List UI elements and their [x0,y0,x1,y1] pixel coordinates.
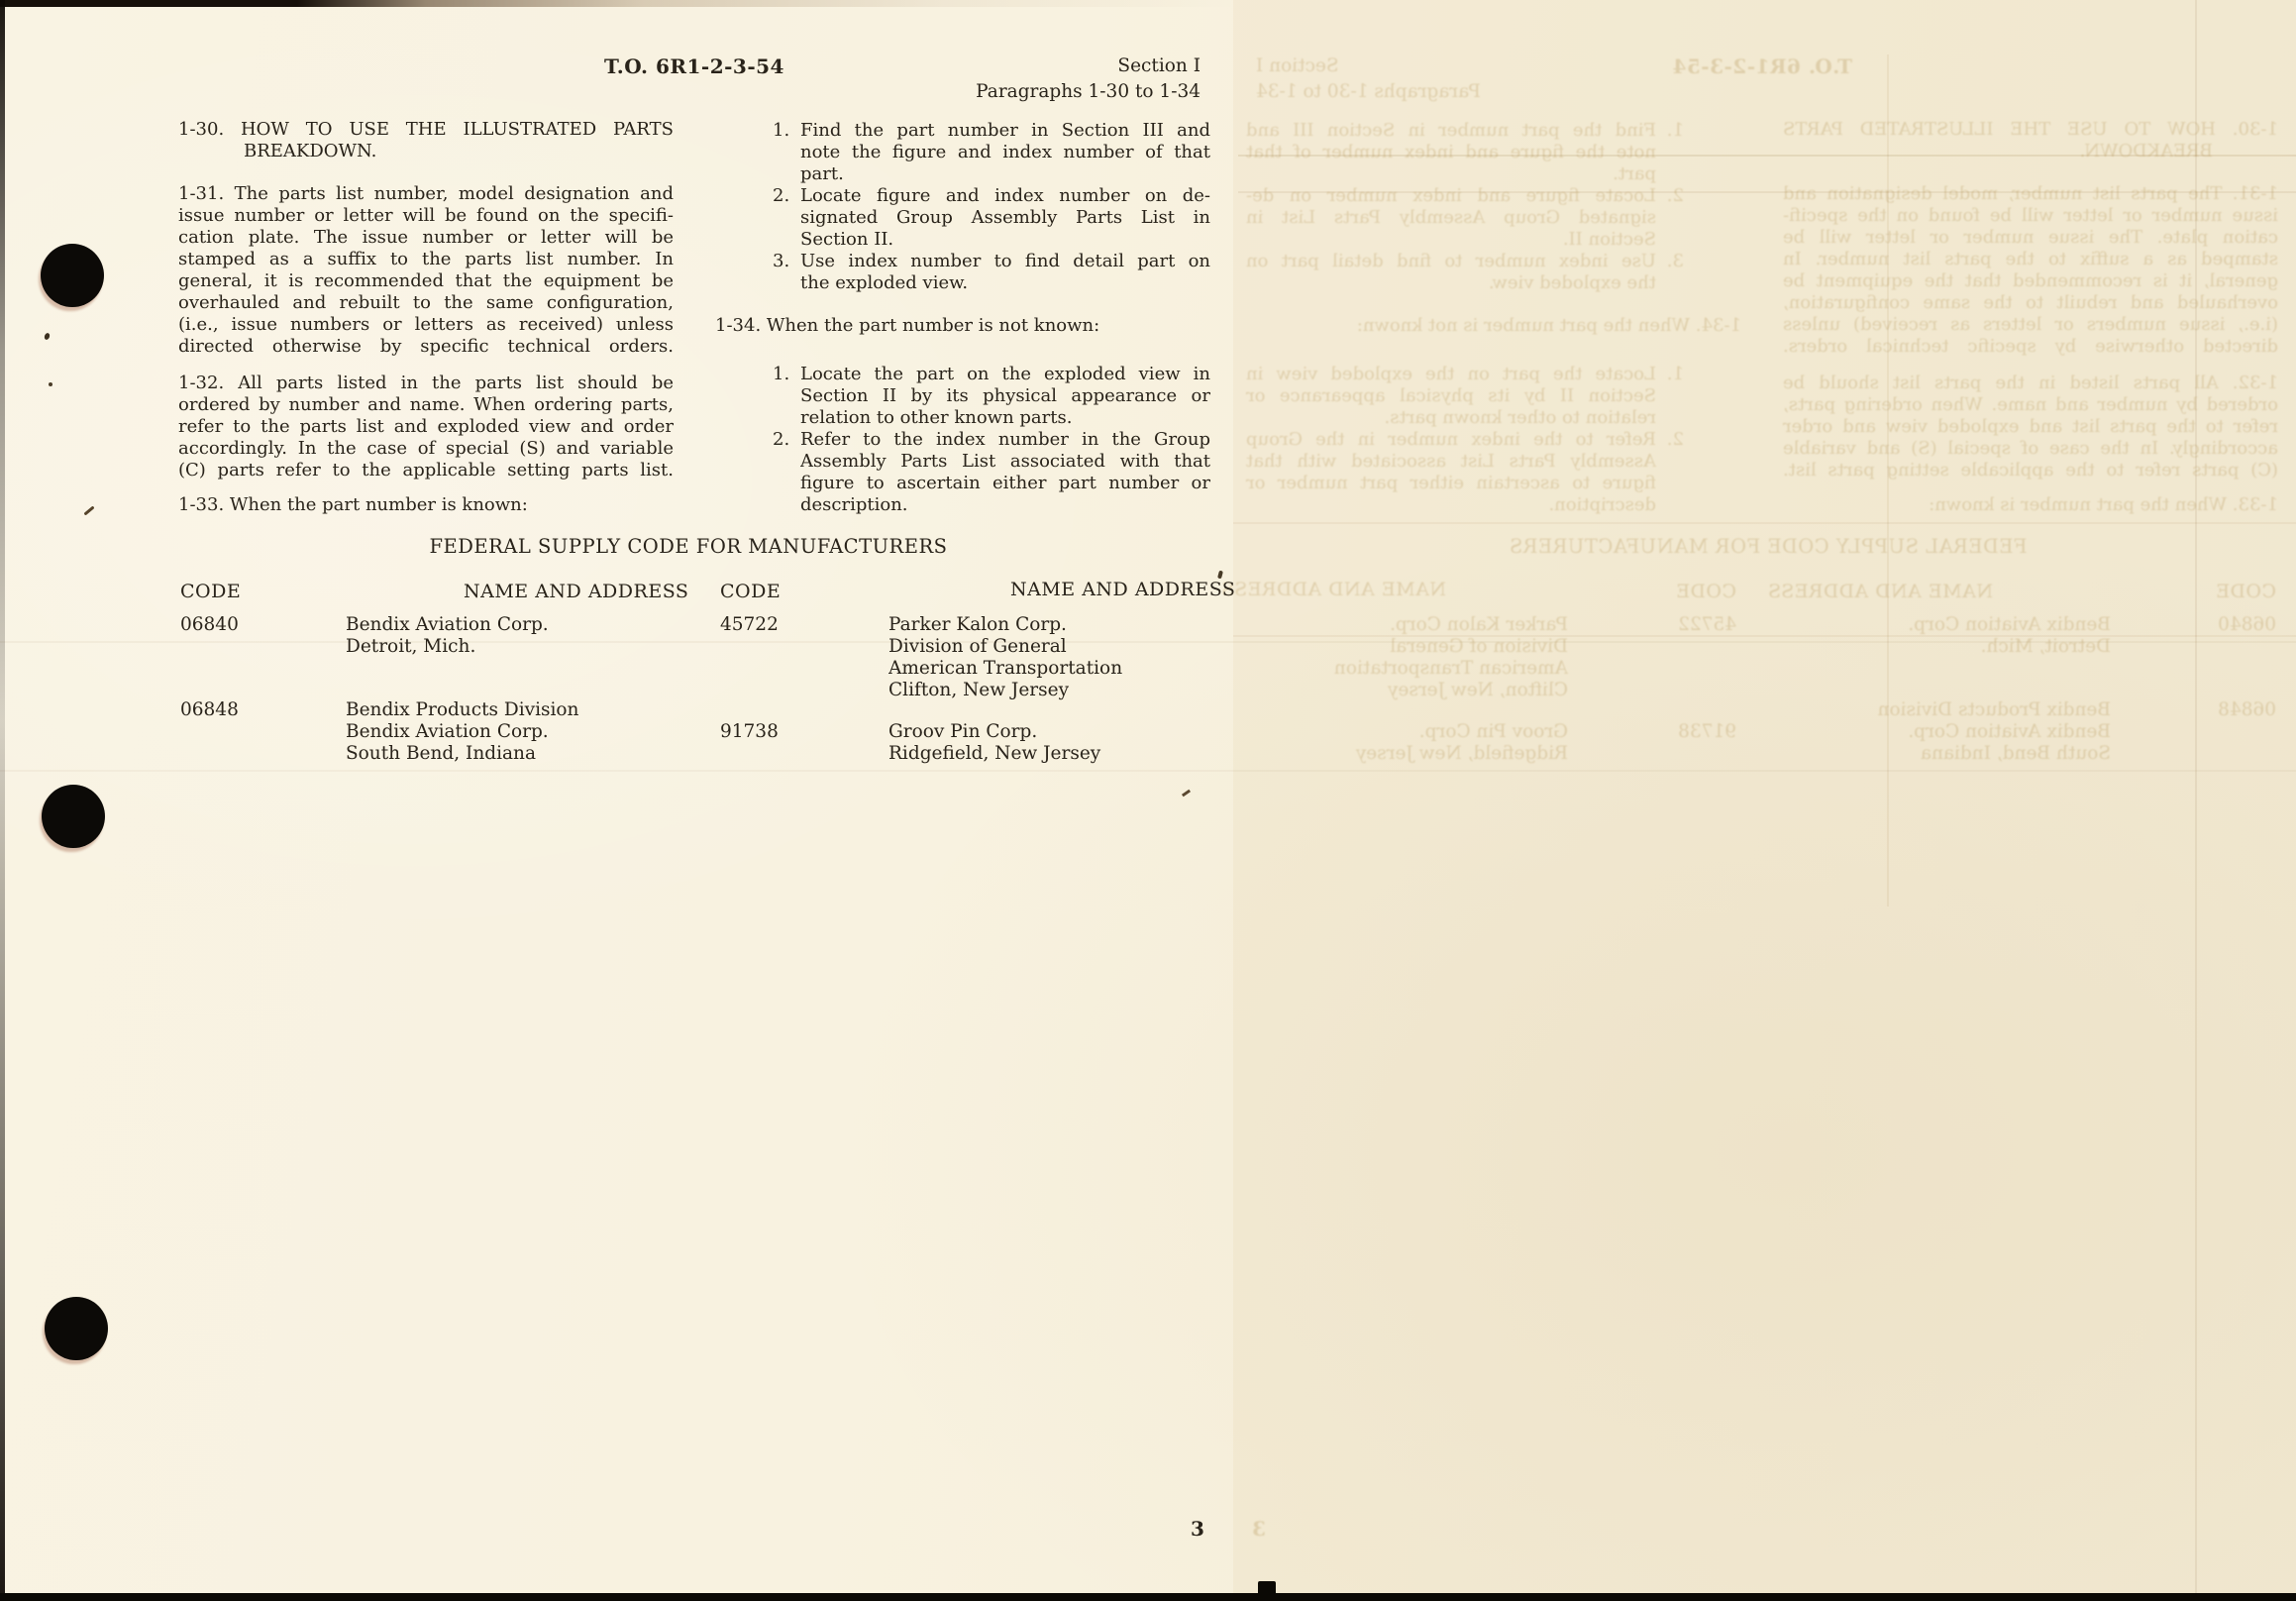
paragraph-1-30 [178,119,674,162]
paragraph-line: refer to the parts list and exploded view and order [178,416,674,437]
list-item-line: the exploded view. [800,272,969,293]
paragraph-line: stamped as a suffix to the parts list number. In [178,249,674,269]
list-item [773,364,1210,429]
list-item [773,120,1210,185]
paragraph-line: BREAKDOWN. [244,141,377,161]
list-item-number: 2. [773,185,790,206]
list-item-line: Section II. [800,229,894,250]
supplier-name-line: Division of General [888,636,1067,657]
list-item-line: relation to other known parts. [800,407,1073,428]
paragraph-1-34: 1-34. When the part number is not known: [715,315,1100,336]
ink-speck [49,382,52,386]
paragraph-line: (i.e., issue numbers or letters as received) unless [178,314,674,335]
paragraph-1-31 [178,183,674,358]
list-item-line: Find the part number in Section III and [800,120,1210,141]
supplier-name-line: Parker Kalon Corp. [888,614,1067,635]
paragraph-line: general, it is recommended that the equipment be [178,270,674,291]
list-item-number: 2. [773,429,790,450]
paragraph-line: cation plate. The issue number or letter will be [178,227,674,248]
ink-bleed-through: T.O. 6R1-2-3-54 Section I Paragraphs 1-30 to 1-34 1-30. HOW TO USE THE ILLUSTRATED PARTS BREAKDOWN. 1-31. The parts list number, model designation and issue number or letter will be found on the specifi- cation plate. The issue number or letter will be stamped as a suffix to the parts list number. In general, it is recommended that the equipment be overhauled and rebuilt to the same configuration, (i.e., issue numbers or letters as received) unless directed otherwise by specific technical orders. 1-32. All parts listed in the parts list should be ordered by number and name. When ordering parts, refer to the parts list and exploded view and order accordingly. In the case of special (S) and variable (C) parts refer to the applicable setting parts list. 1-33. When the part number is known: 1. Find the part number in Section III and note the figure and index number of that part. 2. Locate figure and index number on de- signated Group Assembly Parts List in Section II. 3. Use index number to find detail part on the exploded view. 1-34. When the part number is not known: 1. Locate the part on the exploded view in Section II by its physical appearance or relation to other known parts. 2. Refer to the index number in the Group Assembly Parts List associated with that figure to ascertain either part number or description. FEDERAL SUPPLY CODE FOR MANUFACTURERS CODE NAME AND ADDRESS CODE NAME AND ADDRESS 06840 Bendix Aviation Corp. Detroit, Mich. 45722 Parker Kalon Corp. Division of General American Transportation Clifton, New Jersey 06848 Bendix Products Division Bendix Aviation Corp. South Bend, Indiana 91738 Groov Pin Corp. Ridgefield, New Jersey 3 [1220,54,2278,1541]
scan-edge-tab [1258,1581,1276,1595]
header-paragraph-range: Paragraphs 1-30 to 1-34 [976,81,1200,102]
supplier-name-address [888,614,1166,701]
list-part-number-unknown [773,364,1210,516]
table-header-code-left: CODE [180,581,242,602]
paragraph-line: 1-30. HOW TO USE THE ILLUSTRATED PARTS [178,119,674,140]
supplier-code: 91738 [720,721,779,742]
list-item [773,429,1210,516]
binder-hole [45,1297,108,1360]
table-header-name-left: NAME AND ADDRESS [464,581,689,602]
header-to-number: T.O. 6R1-2-3-54 [604,54,784,78]
table-header-code-right: CODE [720,581,782,602]
scan-edge-top [0,0,2296,7]
supplier-name-line: Bendix Aviation Corp. [346,721,549,742]
supplier-name-address [346,614,623,658]
page-number: 3 [1191,1517,1204,1541]
supplier-name-address [346,699,623,765]
list-item [773,251,1210,294]
supplier-name-line: Clifton, New Jersey [888,680,1070,700]
list-item-number: 1. [773,364,790,384]
supplier-code: 45722 [720,614,779,635]
list-item-number: 3. [773,251,790,271]
table-title: FEDERAL SUPPLY CODE FOR MANUFACTURERS [429,535,948,558]
list-item [773,185,1210,251]
scan-edge-left [0,0,5,1601]
header-section: Section I [1117,55,1200,76]
list-item-line: note the figure and index number of that [800,142,1210,162]
paragraph-1-33: 1-33. When the part number is known: [178,494,528,515]
table-header-name-right: NAME AND ADDRESS [1010,579,1236,600]
list-item-number: 1. [773,120,790,141]
paragraph-line: overhauled and rebuilt to the same configuration, [178,292,674,313]
paragraph-line: 1-31. The parts list number, model designation and [178,183,674,204]
supplier-name-line: American Transportation [888,658,1123,679]
paragraph-line: (C) parts refer to the applicable setting parts list. [178,460,674,480]
list-part-number-known [773,120,1210,294]
supplier-name-line: Bendix Aviation Corp. [346,614,549,635]
paragraph-line: directed otherwise by specific technical orders. [178,336,674,357]
paragraph-line: issue number or letter will be found on the specifi- [178,205,674,226]
list-item-line: Locate the part on the exploded view in [800,364,1210,384]
supplier-name-address [888,721,1166,765]
supplier-code: 06840 [180,614,239,635]
list-item-line: Refer to the index number in the Group [800,429,1210,450]
list-item-line: figure to ascertain either part number or [800,473,1210,493]
list-item-line: signated Group Assembly Parts List in [800,207,1210,228]
binder-hole [41,244,104,307]
header-section-block [891,53,1200,105]
paragraph-line: 1-32. All parts listed in the parts list should be [178,373,674,393]
supplier-name-line: Detroit, Mich. [346,636,476,657]
list-item-line: Use index number to find detail part on [800,251,1210,271]
list-item-line: Section II by its physical appearance or [800,385,1210,406]
scan-edge-bottom [0,1593,2296,1601]
list-item-line: Locate figure and index number on de- [800,185,1210,206]
list-item-line: part. [800,163,844,184]
supplier-name-line: Bendix Products Division [346,699,579,720]
binder-hole [42,785,105,848]
supplier-name-line: South Bend, Indiana [346,743,536,764]
list-item-line: Assembly Parts List associated with that [800,451,1210,472]
supplier-name-line: Groov Pin Corp. [888,721,1038,742]
supplier-code: 06848 [180,699,239,720]
supplier-name-line: Ridgefield, New Jersey [888,743,1101,764]
paragraph-line: ordered by number and name. When ordering parts, [178,394,674,415]
paragraph-1-32 [178,373,674,481]
paragraph-line: accordingly. In the case of special (S) and variable [178,438,674,459]
list-item-line: description. [800,494,908,515]
